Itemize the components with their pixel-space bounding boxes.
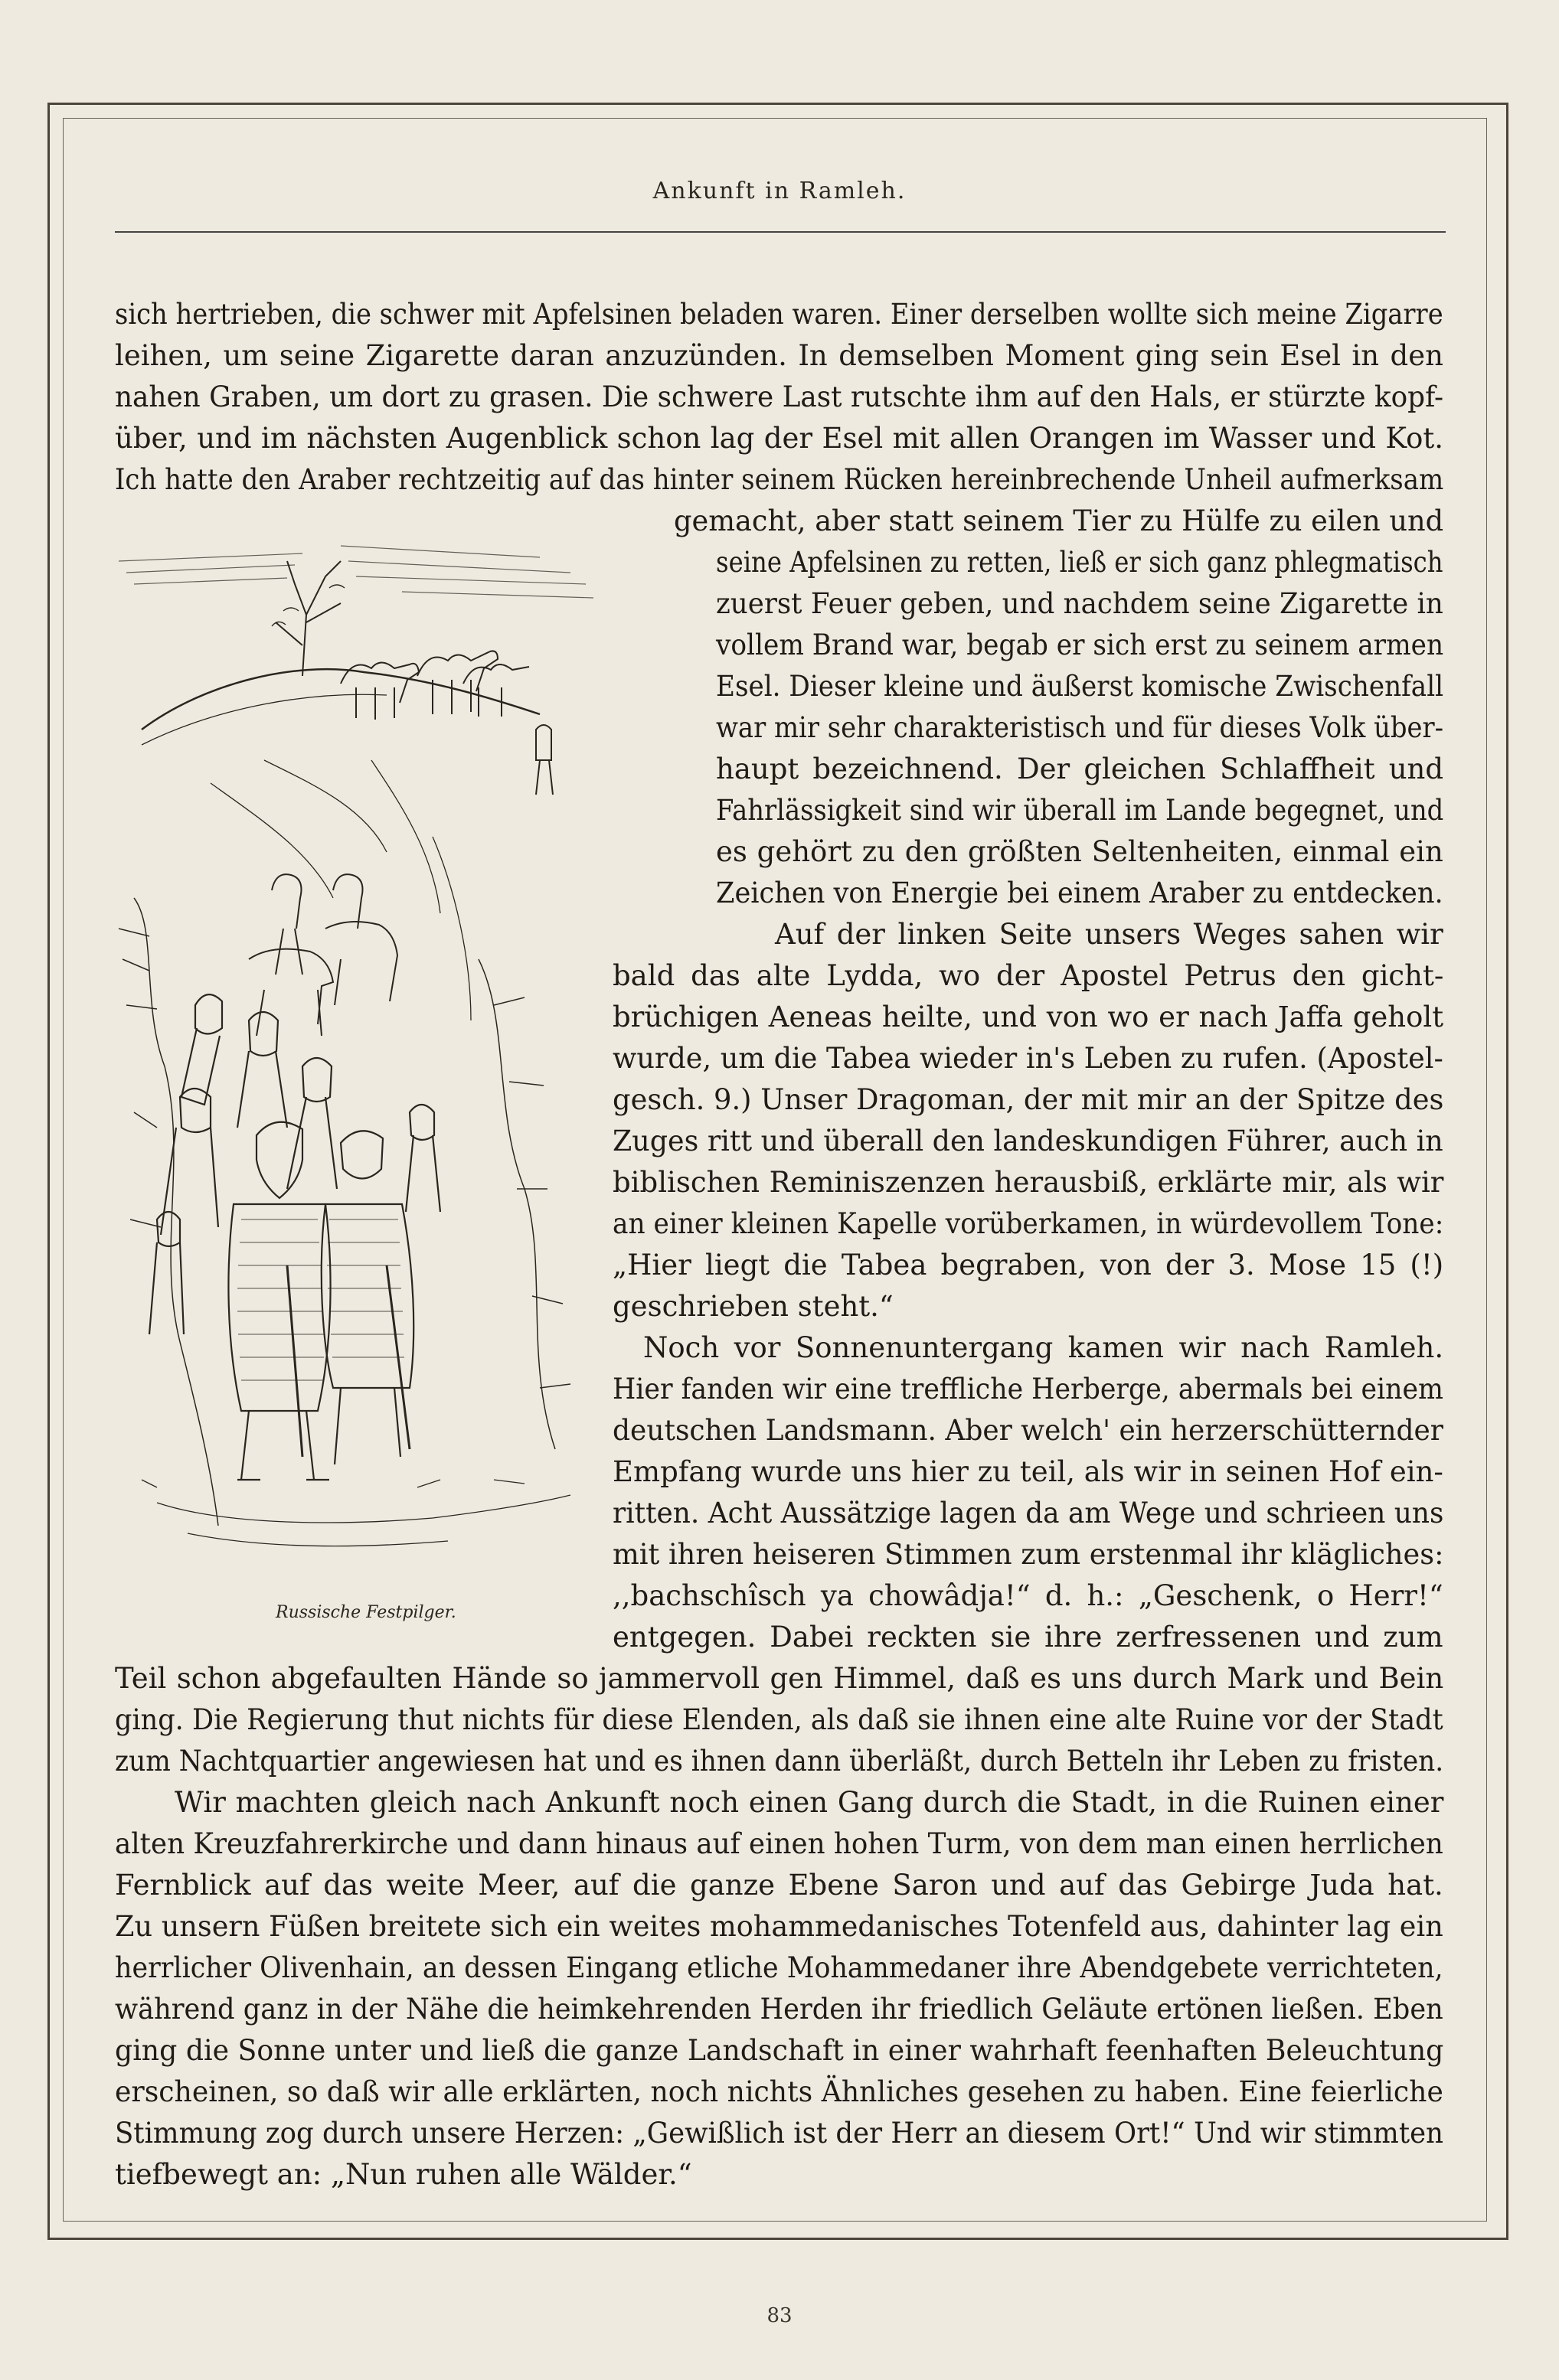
text-line: Ich hatte den Araber rechtzeitig auf das hinter seinem Rücken hereinbrechende Unheil aufmerksam: [115, 463, 1444, 496]
text-line: Auf der linken Seite unsers Weges sahen wir: [775, 918, 1443, 951]
text-line: biblischen Reminiszenzen herausbiß, erklärte mir, als wir: [613, 1166, 1444, 1199]
text-line: Wir machten gleich nach Ankunft noch einen Gang durch die Stadt, in die Ruinen einer: [175, 1786, 1444, 1819]
text-line: Zu unsern Füßen breitete sich ein weites mohammedanisches Totenfeld aus, dahinter lag ein: [115, 1910, 1443, 1943]
text-line: Stimmung zog durch unsere Herzen: „Gewißlich ist der Herr an diesem Ort!“ Und wir stimmten: [115, 2117, 1443, 2150]
sky-hatching: [119, 546, 593, 598]
text-line: über, und im nächsten Augenblick schon lag der Esel mit allen Orangen im Wasser und Kot.: [115, 422, 1443, 455]
text-line: brüchigen Aeneas heilte, und von wo er nach Jaffa geholt: [613, 1001, 1444, 1033]
text-line: ging. Die Regierung thut nichts für diese Elenden, als daß sie ihnen eine alte Ruine vor der Stadt: [115, 1703, 1443, 1736]
text-line: Teil schon abgefaulten Hände so jammervoll gen Himmel, daß es uns durch Mark und Bein: [115, 1662, 1444, 1695]
text-line: nahen Graben, um dort zu grasen. Die schwere Last rutschte ihm auf den Hals, er stürzte kopf-: [115, 380, 1444, 413]
ground-lines: [142, 1480, 570, 1546]
text-line: Fernblick auf das weite Meer, auf die ganze Ebene Saron und auf das Gebirge Juda hat.: [115, 1869, 1443, 1902]
camel-caravan: [341, 651, 529, 720]
figure-shading: [237, 1219, 404, 1380]
canyon-wall-right: [479, 959, 570, 1449]
text-line: während ganz in der Nähe die heimkehrenden Herden ihr friedlich Geläute ertönen ließen. Eben: [115, 1993, 1443, 2026]
running-head: Ankunft in Ramleh.: [652, 178, 907, 204]
text-line: haupt bezeichnend. Der gleichen Schlaffheit und: [716, 753, 1444, 785]
text-line: entgegen. Dabei reckten sie ihre zerfressenen und zum: [613, 1621, 1443, 1654]
text-line: seine Apfelsinen zu retten, ließ er sich ganz phlegmatisch: [716, 546, 1443, 579]
text-line: Fahrlässigkeit sind wir überall im Lande begegnet, und: [716, 794, 1444, 827]
text-line: erscheinen, so daß wir alle erklärten, noch nichts Ähnliches gesehen zu haben. Eine feierliche: [115, 2075, 1443, 2108]
path-hatching: [211, 760, 471, 1020]
pilgrims-illustration: [111, 531, 601, 1587]
text-line: vollem Brand war, begab er sich erst zu seinem armen: [716, 628, 1444, 661]
text-line: sich hertrieben, die schwer mit Apfelsinen beladen waren. Einer derselben wollte sich meine Zigarre: [115, 298, 1443, 331]
text-line: wurde, um die Tabea wieder in's Leben zu rufen. (Apostel-: [613, 1042, 1443, 1075]
text-line: Esel. Dieser kleine und äußerst komische Zwischenfall: [716, 670, 1444, 703]
text-line: zuerst Feuer geben, und nachdem seine Zigarette in: [716, 587, 1443, 620]
text-line: an einer kleinen Kapelle vorüberkamen, in würdevollem Tone:: [613, 1207, 1444, 1240]
text-line: bald das alte Lydda, wo der Apostel Petrus den gicht-: [613, 959, 1444, 992]
illustration-caption: Russische Festpilger.: [276, 1603, 456, 1622]
text-line: zum Nachtquartier angewiesen hat und es ihnen dann überläßt, durch Betteln ihr Leben zu fristen.: [115, 1745, 1444, 1778]
text-line: war mir sehr charakteristisch und für dieses Volk über-: [716, 711, 1444, 744]
page-number: 83: [766, 2304, 793, 2327]
text-line: gesch. 9.) Unser Dragoman, der mit mir an der Spitze des: [613, 1083, 1444, 1116]
text-line: Hier fanden wir eine treffliche Herberge, abermals bei einem: [613, 1373, 1443, 1405]
text-line: gemacht, aber statt seinem Tier zu Hülfe zu eilen und: [674, 504, 1444, 537]
text-line: mit ihren heiseren Stimmen zum erstenmal ihr klägliches:: [613, 1538, 1444, 1571]
standing-figure: [536, 725, 553, 795]
text-line: ging die Sonne unter und ließ die ganze Landschaft in einer wahrhaft feenhaften Beleuchtung: [115, 2034, 1444, 2067]
text-line: leihen, um seine Zigarette daran anzuzünden. In demselben Moment ging sein Esel in den: [115, 339, 1443, 372]
text-line: geschrieben steht.“: [613, 1290, 894, 1323]
text-line: Noch vor Sonnenuntergang kamen wir nach Ramleh.: [643, 1331, 1444, 1364]
donkey-riders: [249, 874, 397, 1036]
text-line: herrlicher Olivenhain, an dessen Eingang etliche Mohammedaner ihre Abendgebete verrichteten,: [115, 1951, 1443, 1984]
text-line: tiefbewegt an: „Nun ruhen alle Wälder.“: [115, 2158, 692, 2191]
text-line: es gehört zu den größten Seltenheiten, einmal ein: [716, 835, 1443, 868]
text-line: „Hier liegt die Tabea begraben, von der 3. Mose 15 (!): [613, 1249, 1444, 1281]
text-line: ,,bachschîsch ya chowâdja!“ d. h.: „Geschenk, o Herr!“: [613, 1579, 1443, 1612]
header-rule: [115, 231, 1446, 233]
text-line: ritten. Acht Aussätzige lagen da am Wege und schrieen uns: [613, 1497, 1444, 1530]
pilgrim-crowd: [149, 994, 440, 1480]
text-line: deutschen Landsmann. Aber welch' ein herzerschütternder: [613, 1414, 1443, 1447]
text-line: Empfang wurde uns hier zu teil, als wir in seinen Hof ein-: [613, 1455, 1443, 1488]
text-line: Zeichen von Energie bei einem Araber zu entdecken.: [716, 877, 1443, 909]
text-line: alten Kreuzfahrerkirche und dann hinaus auf einen hohen Turm, von dem man einen herrlichen: [115, 1827, 1443, 1860]
text-line: Zuges ritt und überall den landeskundigen Führer, auch in: [613, 1125, 1443, 1157]
